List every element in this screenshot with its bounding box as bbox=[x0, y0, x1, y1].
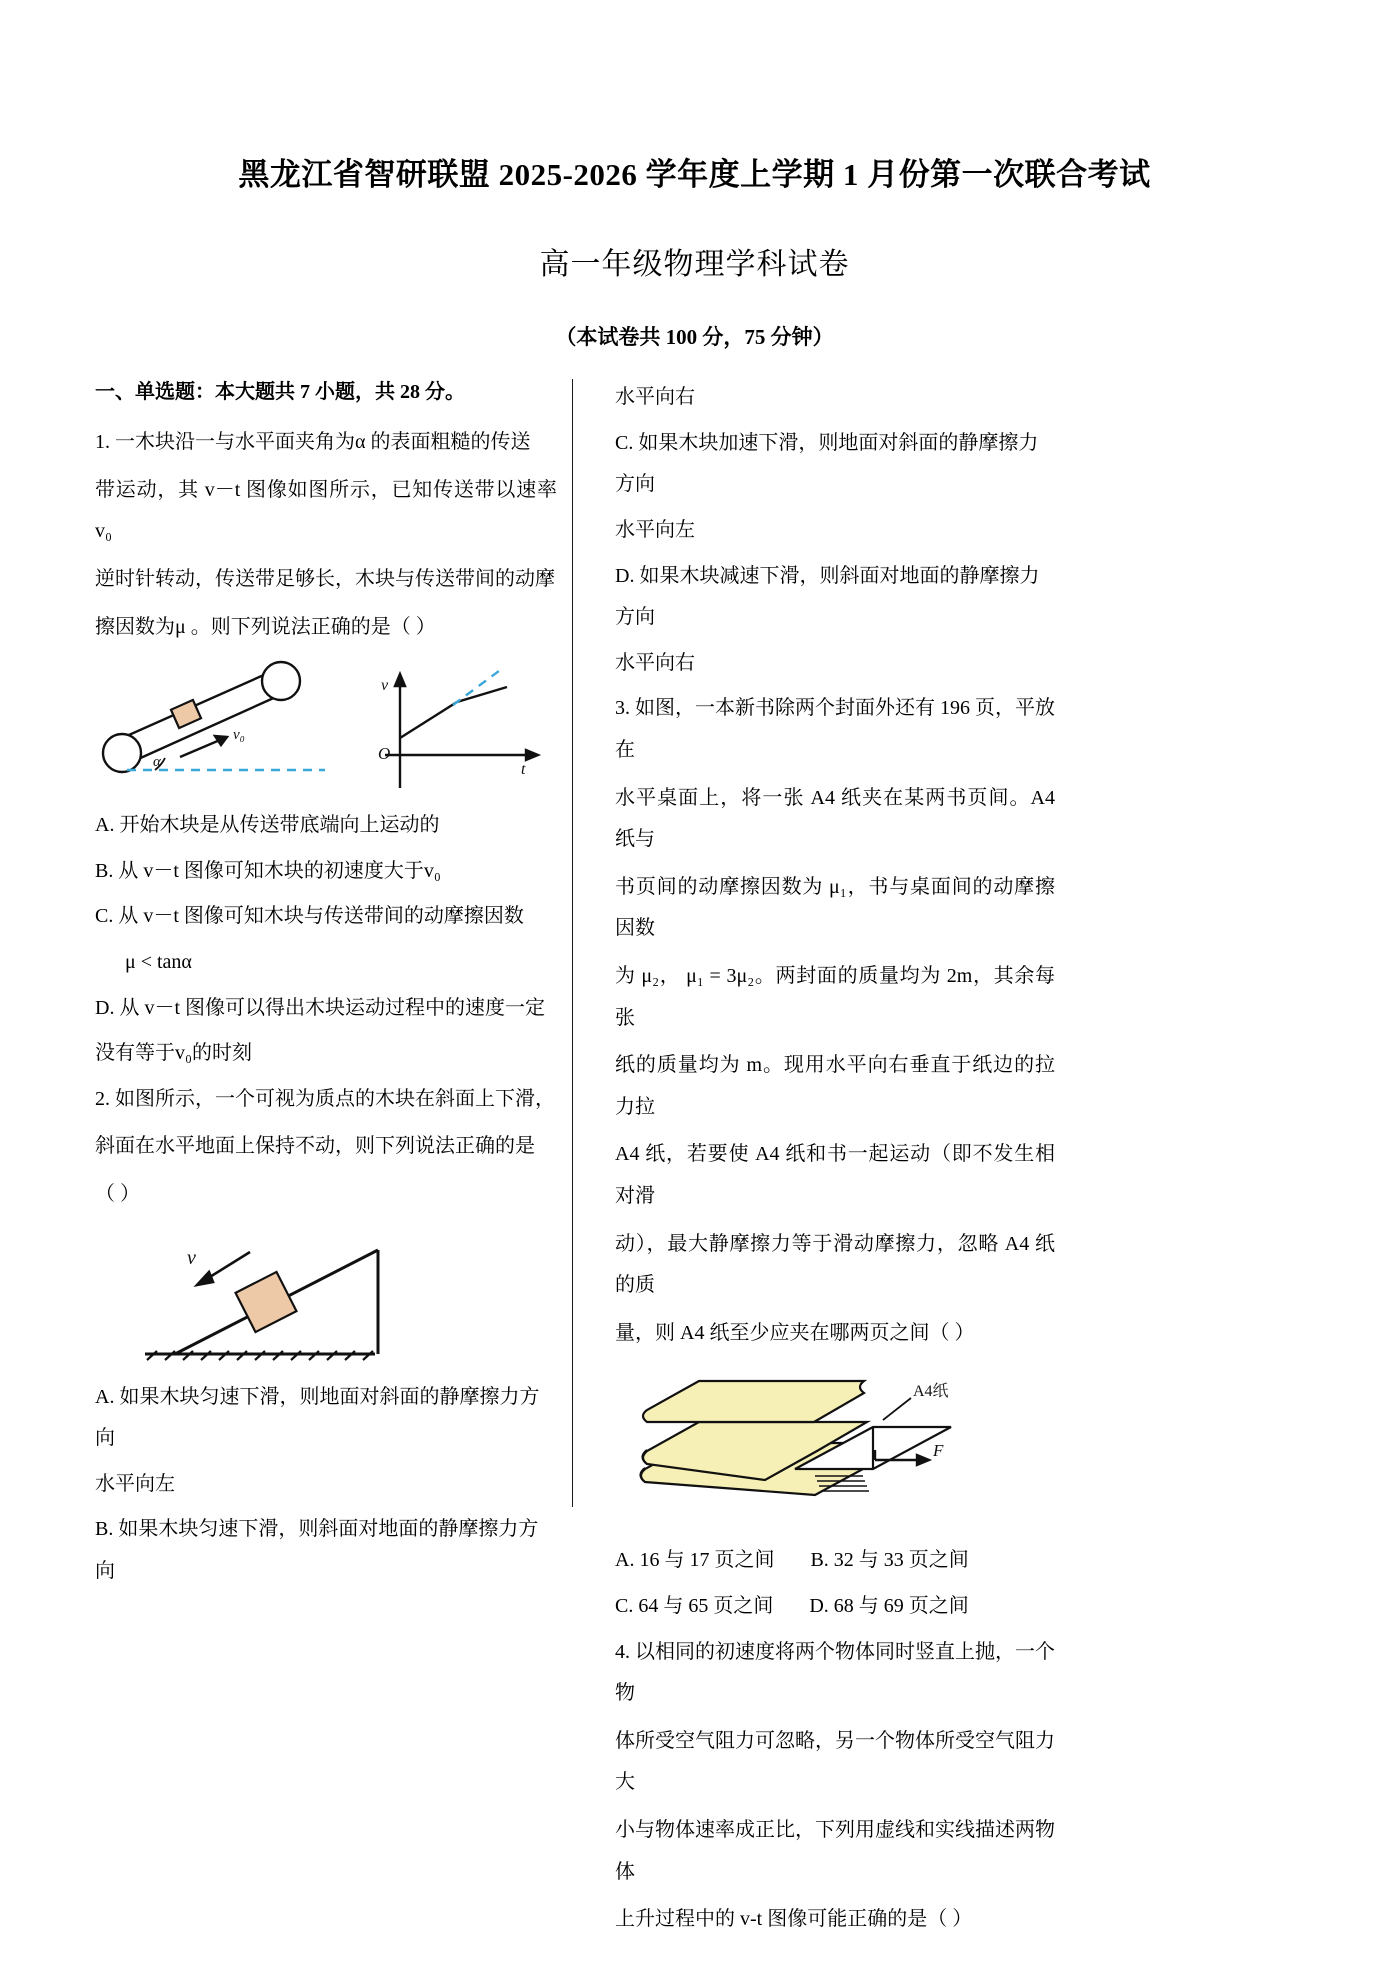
q3-stem-line-3: 书页间的动摩擦因数为 μ₁，书与桌面间的动摩擦因数 bbox=[615, 875, 1055, 940]
q3-option-b: B. 32 与 33 页之间 bbox=[810, 1549, 969, 1572]
q2-option-c-cont: 水平向左 bbox=[615, 519, 695, 542]
q1-stem-line-1: 1. 一木块沿一与水平面夹角为α 的表面粗糙的传送 bbox=[95, 431, 531, 454]
book-a4-paper-diagram bbox=[625, 1364, 965, 1534]
q3-option-a: A. 16 与 17 页之间 bbox=[615, 1549, 775, 1572]
document-header bbox=[0, 0, 1389, 351]
q4-stem-line-4: 上升过程中的 v-t 图像可能正确的是（ ） bbox=[615, 1908, 973, 1931]
q1-stem-line-4: 擦因数为μ 。则下列说法正确的是（ ） bbox=[95, 615, 436, 638]
q3-figure bbox=[625, 1364, 1055, 1534]
q1-option-d: D. 从 v－t 图像可以得出木块运动过程中的速度一定 bbox=[95, 996, 545, 1019]
page-title: 黑龙江省智研联盟 2025-2026 学年度上学期 1 月份第一次联合考试 bbox=[238, 157, 1151, 192]
q3-stem-line-4: 为 μ₂， μ₁ = 3μ₂。两封面的质量均为 2m，其余每张 bbox=[615, 965, 1055, 1029]
force-label: F bbox=[933, 1441, 944, 1461]
q3-stem-line-1: 3. 如图，一本新书除两个封面外还有 196 页，平放在 bbox=[615, 697, 1055, 762]
incline-block-diagram bbox=[95, 1222, 515, 1367]
left-column bbox=[95, 377, 575, 1596]
q1-option-c: C. 从 v－t 图像可知木块与传送带间的动摩擦因数 bbox=[95, 905, 524, 928]
q1-option-a: A. 开始木块是从传送带底端向上运动的 bbox=[95, 814, 440, 837]
v-axis-label: v bbox=[381, 677, 389, 695]
q3-options-row-2 bbox=[615, 1586, 1055, 1628]
v-label: v bbox=[187, 1246, 196, 1269]
q2-figure bbox=[95, 1222, 557, 1367]
q2-option-a-cont: 水平向左 bbox=[95, 1472, 175, 1495]
column-divider bbox=[572, 379, 573, 1507]
q1-option-b: B. 从 v－t 图像可知木块的初速度大于v₀ bbox=[95, 859, 441, 882]
q1-option-c-cont: μ < tanα bbox=[125, 951, 192, 974]
t-axis-label: t bbox=[521, 761, 526, 779]
q3-options-row-1 bbox=[615, 1540, 1055, 1582]
origin-label: O bbox=[378, 744, 391, 764]
q3-stem-line-8: 量，则 A4 纸至少应夹在哪两页之间（ ） bbox=[615, 1321, 975, 1344]
q1-vt-graph bbox=[345, 660, 555, 795]
q3-stem-line-5: 纸的质量均为 m。现用水平向右垂直于纸边的拉力拉 bbox=[615, 1054, 1055, 1118]
q2-option-b-cont: 水平向右 bbox=[615, 386, 695, 409]
q2-option-a: A. 如果木块匀速下滑，则地面对斜面的静摩擦力方向 bbox=[95, 1385, 540, 1450]
q1-stem-line-2: 带运动，其 v－t 图像如图所示，已知传送带以速率v₀ bbox=[95, 478, 557, 543]
q1-option-d-cont: 没有等于v₀的时刻 bbox=[95, 1042, 252, 1065]
section-heading: 一、单选题：本大题共 7 小题，共 28 分。 bbox=[95, 381, 465, 404]
q2-option-b: B. 如果木块匀速下滑，则斜面对地面的静摩擦力方向 bbox=[95, 1518, 539, 1582]
a4-paper-label: A4纸 bbox=[913, 1383, 949, 1401]
q3-stem-line-6: A4 纸，若要使 A4 纸和书一起运动（即不发生相对滑 bbox=[615, 1143, 1055, 1207]
q2-stem-line-3: （ ） bbox=[95, 1183, 140, 1206]
q1-figure bbox=[95, 660, 557, 795]
q4-stem-line-3: 小与物体速率成正比，下列用虚线和实线描述两物体 bbox=[615, 1818, 1055, 1883]
q2-option-d-cont: 水平向右 bbox=[615, 651, 695, 674]
q2-stem-line-1: 2. 如图所示，一个可视为质点的木块在斜面上下滑， bbox=[95, 1087, 555, 1110]
q2-option-c: C. 如果木块加速下滑，则地面对斜面的静摩擦力方向 bbox=[615, 431, 1039, 496]
q3-option-c: C. 64 与 65 页之间 bbox=[615, 1594, 774, 1617]
alpha-label: α bbox=[153, 754, 161, 771]
q4-stem-line-1: 4. 以相同的初速度将两个物体同时竖直上抛，一个物 bbox=[615, 1640, 1055, 1705]
conveyor-belt-diagram bbox=[95, 660, 345, 780]
q2-stem-line-2: 斜面在水平地面上保持不动，则下列说法正确的是 bbox=[95, 1135, 535, 1158]
document-meta: （本试卷共 100 分，75 分钟） bbox=[555, 325, 834, 350]
q4-stem-line-2: 体所受空气阻力可忽略，另一个物体所受空气阻力大 bbox=[615, 1729, 1055, 1794]
q3-option-d: D. 68 与 69 页之间 bbox=[809, 1594, 969, 1617]
q3-stem-line-7: 动），最大静摩擦力等于滑动摩擦力，忽略 A4 纸的质 bbox=[615, 1232, 1055, 1297]
q2-option-d: D. 如果木块减速下滑，则斜面对地面的静摩擦力方向 bbox=[615, 564, 1040, 629]
document-subtitle: 高一年级物理学科试卷 bbox=[539, 248, 850, 282]
right-column bbox=[575, 377, 1055, 1946]
v0-label: v₀ bbox=[233, 727, 245, 744]
two-column-body bbox=[0, 377, 1389, 1946]
q3-stem-line-2: 水平桌面上，将一张 A4 纸夹在某两书页间。A4 纸与 bbox=[615, 786, 1055, 851]
q1-stem-line-3: 逆时针转动，传送带足够长，木块与传送带间的动摩 bbox=[95, 568, 555, 591]
